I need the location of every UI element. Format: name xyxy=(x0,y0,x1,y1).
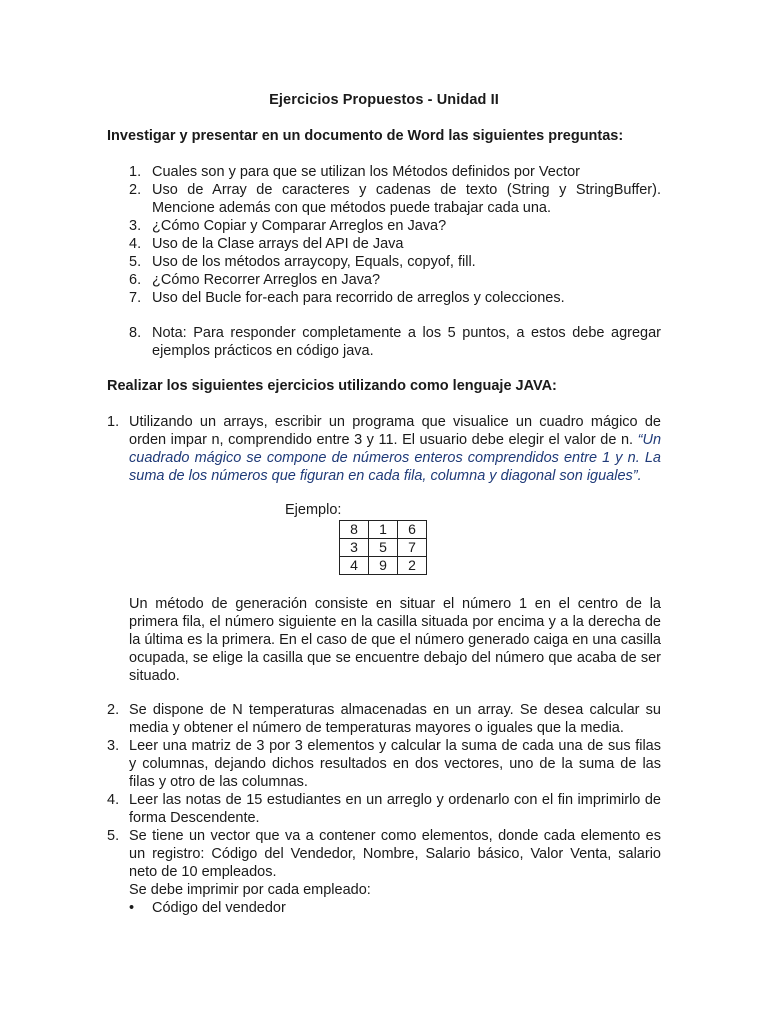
exercise-followup: Se debe imprimir por cada empleado: xyxy=(129,882,371,898)
section2-heading: Realizar los siguientes ejercicios utilizando como lenguaje JAVA: xyxy=(107,378,557,394)
question-number: 1. xyxy=(129,164,142,180)
magic-square-cell: 1 xyxy=(369,521,398,539)
magic-square-table xyxy=(339,520,427,575)
question-text: Uso del Bucle for-each para recorrido de arreglos y colecciones. xyxy=(152,290,565,306)
question-item xyxy=(107,289,661,307)
exercise-text: Utilizando un arrays, escribir un programa que visualice un cuadro mágico de orden impar n, comprendido entre 3 y 11. El usuario debe elegir el valor de n. xyxy=(129,414,661,448)
exercise-number: 2. xyxy=(107,702,120,718)
exercise-text: Se tiene un vector que va a contener como elementos, donde cada elemento es un registro: Código del Vendedor, Nombre, Salario básico, Valor Venta, salario neto de 10 empleados. xyxy=(129,828,661,880)
magic-square-cell: 8 xyxy=(340,521,369,539)
magic-square-cell: 9 xyxy=(369,557,398,575)
magic-square-definition: “Un cuadrado mágico se compone de números enteros comprendidos entre 1 y n. La suma de los números que figuran en cada fila, columna y diagonal son iguales” xyxy=(129,432,662,484)
magic-square-cell: 4 xyxy=(340,557,369,575)
question-number: 7. xyxy=(129,290,142,306)
question-number: 4. xyxy=(129,236,142,252)
question-item xyxy=(107,181,661,217)
exercise-1 xyxy=(107,413,661,485)
exercise-item xyxy=(107,827,661,917)
example-label: Ejemplo: xyxy=(285,502,342,518)
magic-square-cell: 5 xyxy=(369,539,398,557)
definition-period: . xyxy=(637,468,642,484)
exercise-item xyxy=(107,413,661,485)
list-spacer xyxy=(107,307,661,324)
question-number: 5. xyxy=(129,254,142,270)
exercise-text: Leer las notas de 15 estudiantes en un arreglo y ordenarlo con el fin imprimirlo de forma Descendente. xyxy=(129,792,661,826)
magic-square-cell: 6 xyxy=(398,521,427,539)
magic-square-row xyxy=(340,521,427,539)
exercise-text: Leer una matriz de 3 por 3 elementos y calcular la suma de cada una de sus filas y columnas, dejando dichos resultados en dos vectores, uno de la suma de las filas y otro de las columnas. xyxy=(129,738,661,790)
question-item xyxy=(107,253,661,271)
magic-square-row xyxy=(340,539,427,557)
question-text: Uso de la Clase arrays del API de Java xyxy=(152,236,404,252)
exercise-number: 5. xyxy=(107,828,120,844)
magic-square-cell: 3 xyxy=(340,539,369,557)
question-item xyxy=(107,163,661,181)
questions-list xyxy=(107,163,661,360)
question-item xyxy=(107,235,661,253)
question-number: 6. xyxy=(129,272,142,288)
document-title: Ejercicios Propuestos - Unidad II xyxy=(269,92,499,108)
bullet-item: • Código del vendedor xyxy=(129,899,661,917)
question-text: ¿Cómo Copiar y Comparar Arreglos en Java? xyxy=(152,218,447,234)
exercise-number: 4. xyxy=(107,792,120,808)
exercise-item xyxy=(107,737,661,791)
question-text: ¿Cómo Recorrer Arreglos en Java? xyxy=(152,272,381,288)
magic-square-cell: 2 xyxy=(398,557,427,575)
exercise-number: 1. xyxy=(107,414,120,430)
exercises-list xyxy=(107,701,661,917)
exercise-text: Se dispone de N temperaturas almacenadas en un array. Se desea calcular su media y obtener el número de temperaturas mayores o iguales que la media. xyxy=(129,702,661,736)
note-number: 8. xyxy=(129,325,142,341)
question-text: Uso de Array de caracteres y cadenas de texto (String y StringBuffer). Mencione además con que métodos puede trabajar cada una. xyxy=(152,182,661,216)
exercise-number: 3. xyxy=(107,738,120,754)
question-item xyxy=(107,271,661,289)
question-text: Cuales son y para que se utilizan los Métodos definidos por Vector xyxy=(152,164,580,180)
note-text: Nota: Para responder completamente a los 5 puntos, a estos debe agregar ejemplos prácticos en código java. xyxy=(152,325,661,359)
magic-square-row xyxy=(340,557,427,575)
section1-heading: Investigar y presentar en un documento de Word las siguientes preguntas: xyxy=(107,128,624,144)
question-item xyxy=(107,217,661,235)
question-number: 2. xyxy=(129,182,142,198)
bullet-list xyxy=(129,899,661,917)
question-number: 3. xyxy=(129,218,142,234)
exercise-item xyxy=(107,791,661,827)
magic-square-cell: 7 xyxy=(398,539,427,557)
method-paragraph: Un método de generación consiste en situar el número 1 en el centro de la primera fila, el número siguiente en la casilla situada por encima y a la derecha de la última es la primera. En el caso de que el número generado caiga en una casilla ocupada, se elige la casilla que se encuentre debajo del número que acaba de ser situado. xyxy=(129,596,661,684)
note-item xyxy=(107,324,661,360)
question-text: Uso de los métodos arraycopy, Equals, copyof, fill. xyxy=(152,254,476,270)
exercise-item xyxy=(107,701,661,737)
